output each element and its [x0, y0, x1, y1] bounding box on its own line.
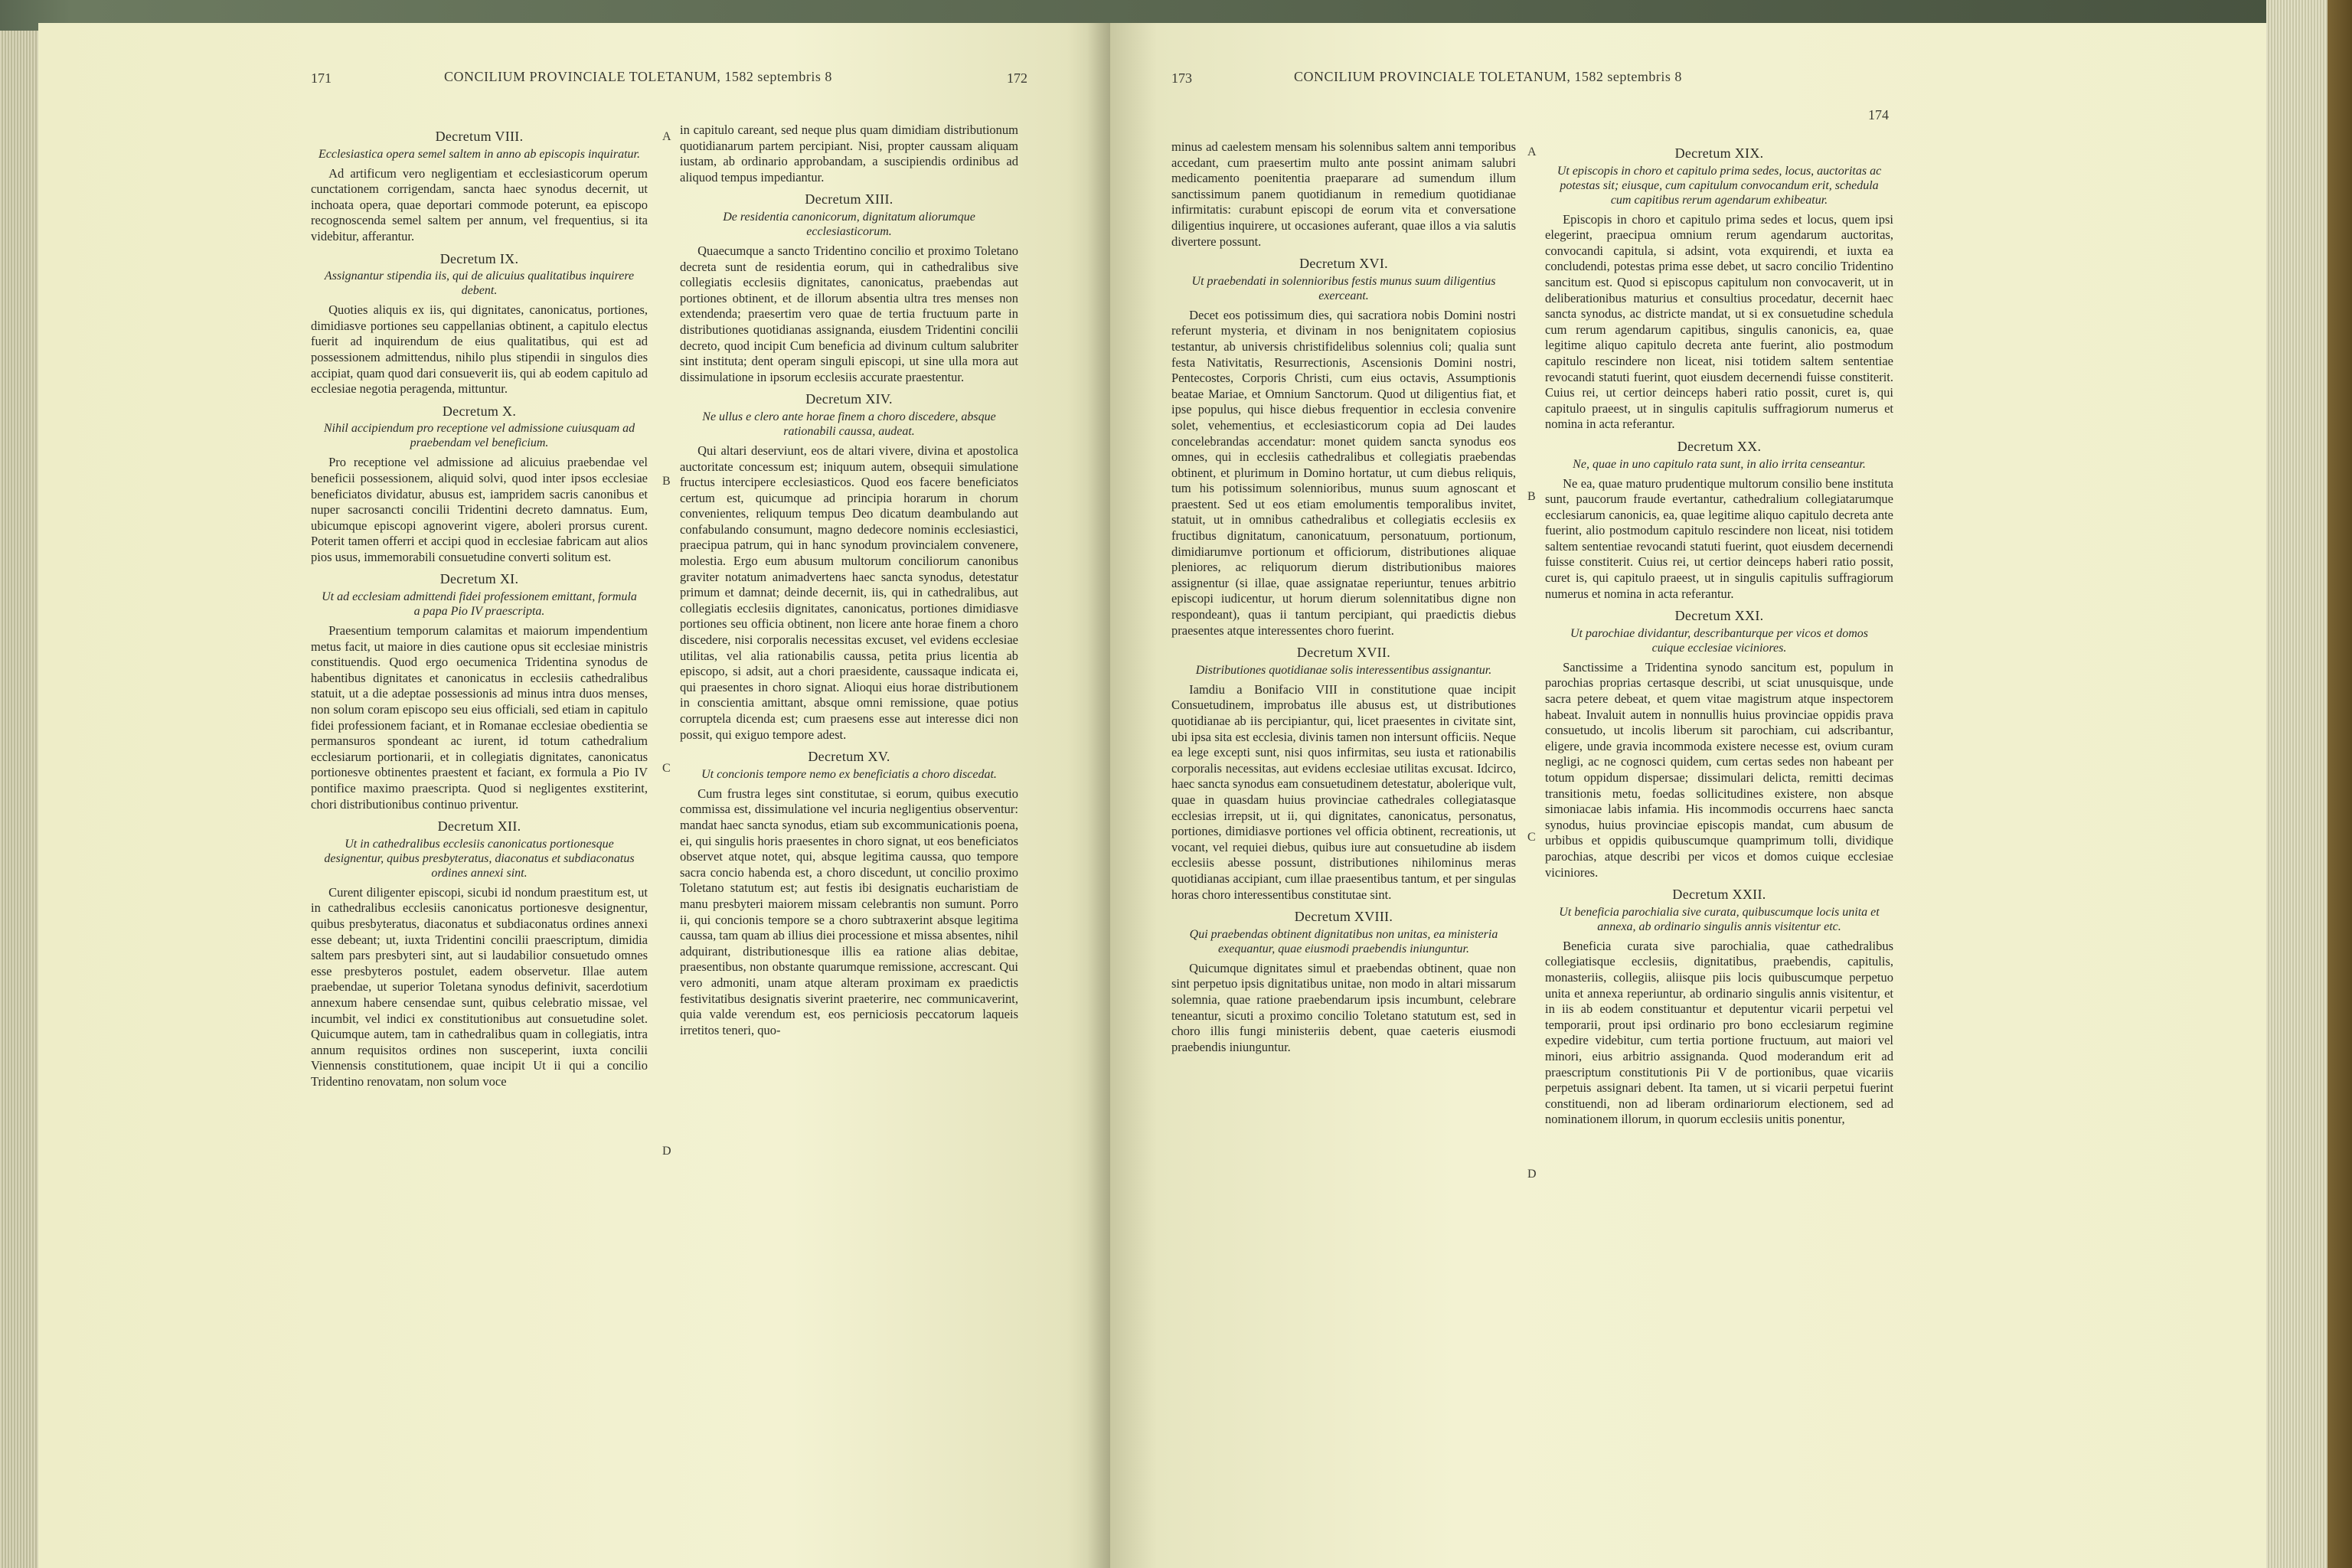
decree-text: Sanctissime a Tridentina synodo sancitum est, populum in parochias proprias certasque describi, ut sciat unusquisque, unde sacra petere debeat, et quem vitae magistrum atque inspectorem habeat. Invaluit autem in nonnullis huius provinciae oppidis prava consuetudo, ut incolis liberum sit parochiam, cui adscribantur, eligere, unde gravia incommoda existere necesse est, ovium curam negligi, ac ne cognosci quidem, cum certas sedes non habeant per totum oppidum dispersae; dissimulari delicta, remitti decimas transitionis metu, foedas sollicitudines existere, non absque simoniacae labis infamia. His incommodis occurrens haec sancta synodus, huius provinciae episcopis mandat, cum abusum de urbibus et oppidis quibuscumque quamprimum tolli, dividique parochias, atque describi per vicos et domos cuique ecclesiae viciniores.: [1545, 659, 1893, 880]
decree-text: Quaecumque a sancto Tridentino concilio et proximo Toletano decreta sunt de residentia eorum, qui in cathedralibus sive collegiatis ecclesiis dignitates, canonicatus, praebendas aut portiones obtinent, et de illorum absentia ultra tres menses non extendenda; praesertim vero quae de tertia fructuum parte in distributiones quotidianas assignanda, eiusdem Tridentini concilii decreto, quod incipit Cum beneficia ad divinum cultum salubriter sint instituta; dent operam singuli episcopi, ut sine ulla mora aut dissimulatione in ipsorum ecclesiis accurate praestentur.: [680, 243, 1018, 384]
margin-letter-a: A: [662, 130, 671, 143]
margin-letter-d: D: [1527, 1168, 1537, 1181]
decree-text: Ne ea, quae maturo prudentique multorum consilio bene instituta sunt, paucorum fraude evertantur, cathedralium collegiatarumque ecclesiarum canonicis, ea, quae legitime aliquo capitulo decreta ante fuerint, alio postmodum capitulo rescindere non liceat, nisi totidem saltem sententiae revocandi statuti fuerint, quot eiusdem decernendi fuisse constiterit. Cuius rei, ut certior deinceps haberi ratio possit, curet is, qui capitulo praeest, ut in singulis capitulis suffragiorum numerus et nomina in acta referantur.: [1545, 475, 1893, 601]
decree-text: Praesentium temporum calamitas et maiorum impendentium metus facit, ut maiore in dies cautione opus sit ecclesiae ministris constituendis. Quod ergo oecumenica Tridentina synodus de habentibus dignitates et canonicatus in ecclesiis cathedralibus statuit, ut a die adeptae possessionis ad minus intra duos menses, non solum coram episcopo seu eius officiali, sed etiam in capitulo fidei professionem faciant, et in Romanae ecclesiae obedientia se permansuros spondeant ac iurent, id totum cathedralium ecclesiarum portionarii, et in collegiatis dignitates, canonicatus portionesve obtinentes praestent et faciant, ex formula a Pio IV pontifice maximo praescripta. Quod si negligentes exstiterint, chori distributionibus continuo priventur.: [311, 623, 648, 812]
decree-text: Curent diligenter episcopi, sicubi id nondum praestitum est, ut in cathedralibus ecclesiis canonicatus portionesve designentur, quibus presbyteratus, diaconatus et subdiaconatus ordines annexi esse debeant; ut, iuxta Tridentini concilii praescriptum, dimidia saltem pars presbyteri sint, aut si laudabilior consuetudo omnes esse presbyteros postulet, eadem observetur. Illae autem praebendae, ut superior Toletana synodus definivit, sacerdotium annexum habere censendae sunt, quibus celebratio missae, vel incumbit, vel indici ex constitutionibus aut consuetudine solet. Quicumque autem, tam in cathedralibus quam in collegiatis, intra annum requisitos ordines non susceperint, iuxta concilii Viennensis constitutionem, quae incipit Ut ii qui a concilio Tridentino renovatam, non solum voce: [311, 884, 648, 1089]
decree-title: Decretum XXI.: [1674, 608, 1764, 624]
decree-subtitle: Ut parochiae dividantur, describanturque per vicos et domos cuique ecclesiae viciniores.: [1570, 626, 1868, 655]
decree-title: Decretum VIII.: [435, 129, 524, 144]
book-cover-edge: [2328, 0, 2352, 1568]
decree-title: Decretum XII.: [437, 818, 521, 835]
decree-subtitle: Ecclesiastica opera semel saltem in anno ab episcopis inquiratur.: [318, 147, 640, 161]
decree-text: Cum frustra leges sint constitutae, si eorum, quibus executio commissa est, dissimulatione vel incuria negligentius observentur: mandat haec sancta synodus, etiam sub excommunicationis poena, ei, qui singulis horis praesentes in choro signat, ut eos beneficiatos observet atque notet, qui, absque legitima caussa, quo tempore sacra concio habenda est, a choro discedunt, ut concilio proximo Toletano statutum est; aut festis ibi designatis eucharistiam de manu presbyteri maiorem missam celebrantis non sumunt. Porro ii, qui concionis tempore se a choro subtraxerint absque legitima caussa, tam quam ab illius diei processione et missa absentes, nihil adquirant, distributionesque illis ea ratione alias debitae, praesentibus, non obstante quarumque remissione, accrescant. Qui vero admoniti, unam atque alteram proximam ex praedictis festivitatibus designatis siverint praeterire, nec communicaverint, quia valde verendum est, eos perniciosis peccatorum laqueis irretitos teneri, quo-: [680, 786, 1018, 1037]
running-head-left: CONCILIUM PROVINCIALE TOLETANUM, 1582 septembris 8: [444, 69, 832, 84]
decree-text: Quoties aliquis ex iis, qui dignitates, canonicatus, portiones, dimidiasve portiones seu cappellanias obtinent, a capitulo electus fuerit ad inquirendum de eius qualitatibus, qui est ad possessionem admittendus, nihilo plus stipendii in singulos dies accipiat, quam quod dari consueverit iis, qui ab eodem capitulo ad ecclesiae negotia peragenda, mittuntur.: [311, 302, 648, 397]
decree-subtitle: Ut praebendati in solennioribus festis munus suum diligentius exerceant.: [1191, 274, 1496, 302]
column-174: [1545, 139, 1893, 1129]
decree-text: Beneficia curata sive parochialia, quae cathedralibus collegiatisque ecclesiis, dignitatibus, praebendis, capitulis, monasteriis, collegiis, aliisque piis locis quibuscumque perpetuo unita et annexa reperiuntur, ab ordinario singulis annis visitentur, et in iis ab eodem constituantur et deputentur vicarii perpetui vel temporarii, prout ipsi ordinario pro bono ecclesiarum regimine expedire videbitur, cum tertia portione fructuum, aut maiori vel minori, eius arbitrio assignanda. Quod moderandum erit ad praescriptum constitutionis Pii V de portionibus, quae vicariis perpetuis assignari debent. Ita tamen, ut si vicarii perpetui fuerint constituendi, non ad liberam ordinariorum electionem, sed ad nominationem illorum, in quorum ecclesiis unitis ponentur,: [1545, 938, 1893, 1127]
decree-text: Episcopis in choro et capitulo prima sedes et locus, quem ipsi elegerint, praecipua omnium rerum agendarum auctoritas, convocandi capitula, si adsint, vota exquirendi, et iuxta ea concludendi, potestas prima esse debet, ut sacro concilio Tridentino sancitum est. Quod si episcopus capitulum non convocaverit, ut in deliberationibus maturius et consultius procedatur, decernit haec sancta synodus, ac districte mandat, ut si ex consuetudine schedula cum rerum agendarum capitibus, singulis canonicis, ea, quae legitime aliquo capitulo decreta ante fuerint, alio postmodum capitulo rescindere non liceat, nisi totidem saltem sententiae revocandi statuti fuerint, quot eiusdem decernendi fuisse constiterit. Cuius rei, ut certior deinceps haberi ratio possit, curet is, qui capitulo praeest, ut in singulis capitulis suffragiorum numerus et nomina in acta referantur.: [1545, 211, 1893, 432]
decree-title: Decretum XVIII.: [1294, 909, 1393, 925]
margin-letter-d: D: [662, 1145, 671, 1158]
page-edges-left: [0, 31, 43, 1568]
margin-letter-c: C: [662, 762, 671, 775]
running-head-right: CONCILIUM PROVINCIALE TOLETANUM, 1582 septembris 8: [1294, 69, 1682, 84]
margin-letter-b: B: [662, 475, 671, 488]
decree-title: Decretum XIV.: [805, 391, 893, 407]
decree-subtitle: Ne ullus e clero ante horae finem a choro discedere, absque rationabili caussa, audeat.: [702, 410, 996, 438]
margin-letter-b: B: [1527, 490, 1536, 503]
decree-subtitle: Ut beneficia parochialia sive curata, quibuscumque locis unita et annexa, ab ordinario singulis annis visitentur etc.: [1559, 905, 1880, 933]
decree-title: Decretum XIX.: [1674, 145, 1764, 161]
margin-letter-c: C: [1527, 831, 1536, 844]
decree-title: Decretum XI.: [439, 571, 519, 587]
decree-subtitle: Ut episcopis in choro et capitulo prima sedes, locus, auctoritas ac potestas sit; eiusque, cum capitulum convocandum erit, schedula cum capitibus rerum agendarum exhibeatur.: [1557, 164, 1882, 207]
decree-text: Pro receptione vel admissione ad alicuius praebendae vel beneficii possessionem, aliquid solvi, quod inter ipsos ecclesiae beneficiatos dividatur, abusus est, iampridem sacris canonibus et nuper sacrosancti concilii Tridentini decreto damnatus. Eum, ubicumque episcopi agnoverint vigere, aboleri prorsus curent. Poterit tamen offerri et accipi quod in ecclesiae fabricam aut alios pios usus, immemorabili consuetudine converti solitum est.: [311, 455, 648, 564]
decree-title: Decretum X.: [442, 403, 517, 419]
decree-subtitle: Distributiones quotidianae solis interessentibus assignantur.: [1195, 663, 1492, 677]
column-171: [311, 122, 648, 1092]
decree-text: minus ad caelestem mensam his solennibus saltem anni temporibus accedant, cum praesertim multo ante possint animam salubri medicamento poenitentia praeparare ad sumendum illum sanctissimum panem quotidianum in remedium quotidianae infirmitatis: curabunt episcopi de eorum vita et conversatione diligentius inquirere, ut occasiones auferant, quae illos a via salutis divertere possunt.: [1171, 139, 1516, 249]
decree-subtitle: Ut ad ecclesiam admittendi fidei professionem emittant, formula a papa Pio IV praescripta.: [322, 590, 637, 619]
decree-text: Ad artificum vero negligentiam et ecclesiasticorum operum cunctationem corrigendam, sancta haec synodus decernit, ut inchoata opera, quae deportari commode poterunt, ea episcopo recognoscenda semel saltem per annum, vel frequentius, si ita videbitur, afferantur.: [311, 165, 648, 243]
left-page: [38, 23, 1110, 1568]
column-172: [680, 122, 1018, 1040]
decree-subtitle: Qui praebendas obtinent dignitatibus non unitas, ea ministeria exequantur, quae eiusmodi praebendis iniunguntur.: [1189, 927, 1498, 956]
decree-title: Decretum XXII.: [1672, 887, 1766, 903]
decree-title: Decretum XIII.: [805, 191, 893, 207]
right-page: [1110, 23, 2270, 1568]
decree-subtitle: Ut in cathedralibus ecclesiis canonicatus portionesque designentur, quibus presbyteratus, diaconatus et subdiaconatus ordines annexi sint.: [324, 837, 635, 880]
decree-title: Decretum XV.: [808, 749, 890, 765]
column-173: [1171, 139, 1516, 1057]
decree-subtitle: Assignantur stipendia iis, qui de alicuius qualitatibus inquirere debent.: [324, 270, 635, 298]
decree-title: Decretum XX.: [1677, 438, 1762, 454]
margin-letter-a: A: [1527, 145, 1537, 158]
decree-subtitle: Ne, quae in uno capitulo rata sunt, in alio irrita censeantur.: [1573, 457, 1866, 471]
decree-subtitle: Nihil accipiendum pro receptione vel admissione cuiusquam ad praebendam vel beneficium.: [323, 422, 635, 450]
decree-title: Decretum IX.: [439, 250, 519, 266]
decree-text: Iamdiu a Bonifacio VIII in constitutione quae incipit Consuetudinem, improbatus ille abusus est, ut distributiones quotidianae ab iis percipiantur, qui, licet praesentes in civitate sint, ubi ipsa sita est ecclesia, divinis tamen non intersunt officiis. Neque ea lege excepti sunt, nisi quos infirmitas, seu iusta et rationabilis corporalis necessitas, aut evidens ecclesiae utilitas excusat. Idcirco, haec sancta synodus eam consuetudinem detestatur, abolerique vult, quae in quasdam huius provinciae cathedrales collegiatasque ecclesias irrepsit, ut ii, qui dignitates, canonicatus, personatus, portiones, dimidiasve portiones vel officia obtinent, recreationis, ut vocant, vel requiei diebus, quibus iure aut consuetudine ab iisdem ecclesiis abesse possunt, distributiones nihilominus meras quotidianas accipiant, cum illae praesentibus tantum, et per singulas horas choro interessentibus constitutae sint.: [1171, 681, 1516, 902]
decree-text: Quicumque dignitates simul et praebendas obtinent, quae non sint perpetuo ipsis dignitatibus unitae, non modo in altari missarum solemnia, quae ratione praebendarum ipsis incumbunt, celebrare teneantur, sicuti a proximo concilio Toletano statutum est, sed in choro illis fungi ministeriis debent, quae caeteris eiusmodi praebendis iniunguntur.: [1171, 960, 1516, 1054]
decree-text: Decet eos potissimum dies, qui sacratiora nobis Domini nostri referunt mysteria, et divinam in nos benignitatem copiosius testantur, ab universis christifidelibus solennius coli; qualia sunt festa Nativitatis, Resurrectionis, Ascensionis Domini nostri, Pentecostes, Corporis Christi, cum eius octavis, Assumptionis beatae Mariae, et Omnium Sanctorum. Quod ut diligentius fiat, et ipse populus, qui hisce diebus frequentior in ecclesia convenire solet, vehementius, et ecclesiasticorum copia ad Dei laudes concelebrandas accendatur: monet quidem sancta synodus eos omnes, qui in ecclesiis cathedralibus et collegiatis praebendas obtinent, et plurimum in Domino hortatur, ut cum diebus reliquis, tum his potissimum solennioribus, munus suum agnoscant et praestent. Sed ut eos etiam emolumentis temporalibus invitet, statuit, ut in omnibus cathedralibus et collegiatis ecclesiis ex fructibus dignitatum, canonicatuum, personatuum, portionum, dimidiarumve portionum et officiorum, distributiones aliquae pleniores, ac reliquorum dierum distributionibus maiores assignentur (si illae, quae assignatae reperiuntur, tenues arbitrio episcopi iudicentur, ut horum dierum solennitatibus digne non respondeant), quas ii tantum percipiant, qui praedictis diebus praesentes atque interessentes choro fuerint.: [1171, 307, 1516, 638]
decree-subtitle: Ut concionis tempore nemo ex beneficiatis a choro discedat.: [701, 767, 997, 781]
decree-text: in capitulo careant, sed neque plus quam dimidiam distributionum quotidianarum partem percipiant. Nisi, propter caussam aliquam iustam, ab ordinario approbandam, a suscipiendis ordinibus ad aliquod tempus impediantur.: [680, 122, 1018, 185]
decree-title: Decretum XVI.: [1299, 256, 1388, 272]
page-number-174: 174: [1868, 107, 1889, 122]
page-number-172: 172: [1007, 70, 1027, 86]
decree-title: Decretum XVII.: [1296, 645, 1391, 661]
page-number-173: 173: [1171, 70, 1192, 86]
decree-text: Qui altari deserviunt, eos de altari vivere, divina et apostolica auctoritate concessum est; iniquum autem, obsequii simulatione fructus intercipere ecclesiasticos. Quod eos facere beneficiatos certum est, quicumque ad principia horarum in chorum convenientes, reliquum tempus Deo dicatum deambulando aut confabulando consumunt, magno dedecore nominis ecclesiastici, praecipua patrum, qui in hanc synodum provincialem convenere, molestia. Ergo eum abusum multorum conciliorum canonibus graviter notatum animadvertens haec sancta synodus, detestatur primum et damnat; deinde decernit, iis, qui in cathedralibus, aut collegiatis ecclesiis dignitates, canonicatus, portiones dimidiasve portiones seu officia obtinent, non licere ante horae finem a choro discedere, nisi corporalis necessitas excuset, vel evidens ecclesiae utilitas, vel alia rationabilis caussa, petita prius licentia ab episcopo, si adsit, aut a chori praesidente, caussaque indicata ei, qui praesentes in choro signat. Alioqui eius horae distributionem in conscientia amittant, absque omni remissione, quae potius corruptela dicenda est; cum praesens esse aut interesse dici non possit, qui exiguo tempore adest.: [680, 443, 1018, 742]
decree-subtitle: De residentia canonicorum, dignitatum aliorumque ecclesiasticorum.: [723, 210, 975, 238]
page-number-171: 171: [311, 70, 332, 86]
page-edges-right: [2266, 0, 2328, 1568]
